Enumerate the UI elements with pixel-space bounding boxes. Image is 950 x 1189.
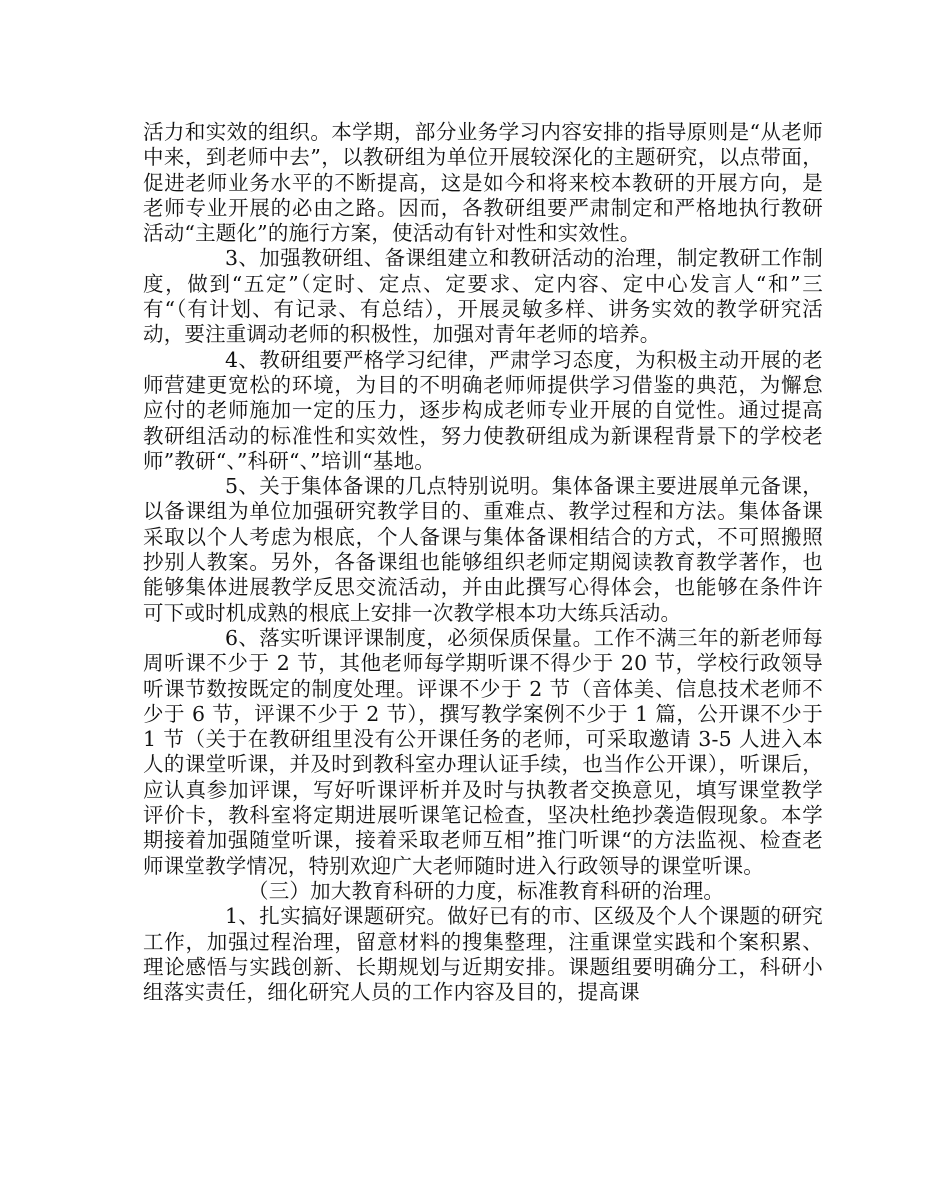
document-body (143, 120, 823, 1005)
paragraph-item-3: 3、加强教研组、备课组建立和教研活动的治理，制定教研工作制度，做到“五定”（定时、定点、定要求、定内容、定中心发言人“和”三有“（有计划、有记录、有总结），开展灵敏多样、讲务实效的教学研究活动，要注重调动老师的积极性，加强对青年老师的培养。 (143, 246, 823, 347)
paragraph-continuation: 活力和实效的组织。本学期，部分业务学习内容安排的指导原则是“从老师中来，到老师中去”，以教研组为单位开展较深化的主题研究，以点带面，促进老师业务水平的不断提高，这是如今和将来校本教研的开展方向，是老师专业开展的必由之路。因而，各教研组要严肃制定和严格地执行教研活动“主题化”的施行方案，使活动有针对性和实效性。 (143, 120, 823, 246)
section-heading-3: （三）加大教育科研的力度，标准教育科研的治理。 (248, 878, 725, 903)
paragraph-research-1: 1、扎实搞好课题研究。做好已有的市、区级及个人个课题的研究工作，加强过程治理，留意材料的搜集整理，注重课堂实践和个案积累、理论感悟与实践创新、长期规划与近期安排。课题组要明确分工，科研小组落实责任，细化研究人员的工作内容及目的，提高课 (143, 904, 823, 1005)
paragraph-item-4: 4、教研组要严格学习纪律，严肃学习态度，为积极主动开展的老师营建更宽松的环境，为目的不明确老师师提供学习借鉴的典范，为懈怠应付的老师施加一定的压力，逐步构成老师专业开展的自觉性。通过提高教研组活动的标准性和实效性，努力使教研组成为新课程背景下的学校老师”教研“、”科研“、”培训“基地。 (143, 347, 823, 473)
paragraph-item-6: 6、落实听课评课制度，必须保质保量。工作不满三年的新老师每周听课不少于 2 节，其他老师每学期听课不得少于 20 节，学校行政领导听课节数按既定的制度处理。评课不少于 2 节（音体美、信息技术老师不少于 6 节，评课不少于 2 节），撰写教学案例不少于 1 篇，公开课不少于 1 节（关于在教研组里没有公开课任务的老师，可采取邀请 3-5 人进入本人的课堂听课，并及时到教科室办理认证手续，也当作公开课），听课后，应认真参加评课，写好听课评析并及时与执教者交换意见，填写课堂教学评价卡，教科室将定期进展听课笔记检查，坚决杜绝抄袭造假现象。本学期接着加强随堂听课，接着采取老师互相”推门听课“的方法监视、检查老师课堂教学情况，特别欢迎广大老师随时进入行政领导的课堂听课。 (143, 625, 823, 878)
paragraph-item-5: 5、关于集体备课的几点特别说明。集体备课主要进展单元备课，以备课组为单位加强研究教学目的、重难点、教学过程和方法。集体备课采取以个人考虑为根底，个人备课与集体备课相结合的方式，不可照搬照抄别人教案。另外，各备课组也能够组织老师定期阅读教育教学著作，也能够集体进展教学反思交流活动，并由此撰写心得体会，也能够在条件许可下或时机成熟的根底上安排一次教学根本功大练兵活动。 (143, 474, 823, 625)
